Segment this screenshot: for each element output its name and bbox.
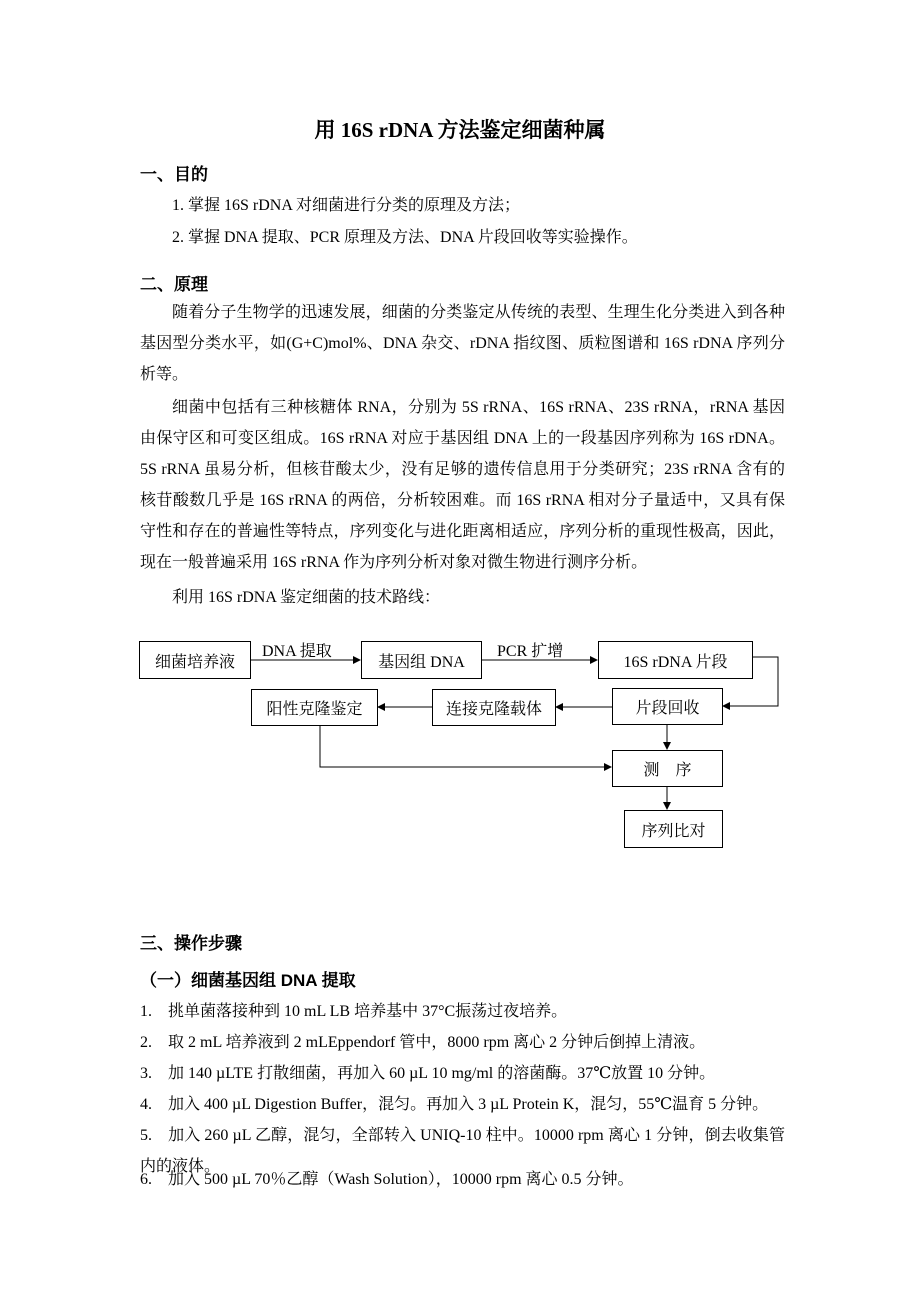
step-text: 挑单菌落接种到 10 mL LB 培养基中 37°C振荡过夜培养。 (168, 1003, 568, 1020)
step-number: 4. (140, 1096, 152, 1113)
section-purpose-heading: 一、目的 (140, 165, 208, 184)
arrow-positive-to-sequencing (320, 725, 611, 767)
purpose-item: 1. 掌握 16S rDNA 对细菌进行分类的原理及方法； (172, 197, 521, 214)
node-positive-clone: 阳性克隆鉴定 (251, 689, 378, 726)
principle-paragraph: 随着分子生物学的迅速发展，细菌的分类鉴定从传统的表型、生理生化分类进入到各种基因型分类水平，如(G+C)mol%、DNA 杂交、rDNA 指纹图、质粒图谱和 16S rDNA 序列分析等。 (140, 304, 785, 383)
step-text: 加入 400 µL Digestion Buffer，混匀。再加入 3 µL Protein K，混匀，55℃温育 5 分钟。 (168, 1096, 769, 1113)
purpose-item: 2. 掌握 DNA 提取、PCR 原理及方法、DNA 片段回收等实验操作。 (172, 229, 638, 246)
step-item (140, 996, 785, 1027)
node-fragment-recovery: 片段回收 (612, 688, 723, 725)
step-item (140, 1089, 785, 1120)
node-ligation: 连接克隆载体 (432, 689, 556, 726)
section-procedure-heading: 三、操作步骤 (140, 934, 242, 953)
edge-label-extract: DNA 提取 (262, 643, 332, 660)
step-item (140, 1058, 785, 1089)
step-item (140, 1027, 785, 1058)
principle-paragraph: 利用 16S rDNA 鉴定细菌的技术路线： (172, 589, 441, 606)
step-item (140, 1164, 785, 1195)
step-number: 5. (140, 1127, 152, 1144)
node-alignment: 序列比对 (624, 810, 723, 848)
node-sequencing: 测 序 (612, 750, 723, 787)
step-number: 2. (140, 1034, 152, 1051)
node-genomic-dna: 基因组 DNA (361, 641, 482, 679)
step-text: 加入 500 µL 70％乙醇（Wash Solution），10000 rpm 离心 0.5 分钟。 (168, 1171, 634, 1188)
step-number: 3. (140, 1065, 152, 1082)
step-text: 取 2 mL 培养液到 2 mLEppendorf 管中，8000 rpm 离心 2 分钟后倒掉上清液。 (168, 1034, 706, 1051)
node-culture: 细菌培养液 (139, 641, 251, 679)
section-principle-heading: 二、原理 (140, 275, 208, 294)
document-title: 用 16S rDNA 方法鉴定细菌种属 (314, 118, 606, 142)
edge-label-pcr: PCR 扩增 (497, 643, 564, 660)
node-16s-fragment: 16S rDNA 片段 (598, 641, 753, 679)
principle-paragraph: 细菌中包括有三种核糖体 RNA，分别为 5S rRNA、16S rRNA、23S rRNA，rRNA 基因由保守区和可变区组成。16S rRNA 对应于基因组 DNA 上的一段基因序列称为 16S rDNA。5S rRNA 虽易分析，但核苷酸太少，没有足够的遗传信息用于分类研究；23S rRNA 含有的核苷酸数几乎是 16S rRNA 的两倍，分析较困难。而 16S rRNA 相对分子量适中，又具有保守性和存在的普遍性等特点，序列变化与进化距离相适应，序列分析的重现性极高，因此，现在一般普遍采用 16S rRNA 作为序列分析对象对微生物进行测序分析。 (140, 399, 785, 571)
step-number: 1. (140, 1003, 152, 1020)
subsection-dna-extraction-heading: （一）细菌基因组 DNA 提取 (140, 971, 356, 990)
step-number: 6. (140, 1171, 152, 1188)
step-text: 加入 260 µL 乙醇，混匀，全部转入 UNIQ-10 柱中。10000 rpm 离心 1 分钟，倒去收集管内的液体。 (140, 1127, 785, 1175)
step-text: 加 140 µLTE 打散细菌，再加入 60 µL 10 mg/ml 的溶菌酶。37℃放置 10 分钟。 (168, 1065, 716, 1082)
